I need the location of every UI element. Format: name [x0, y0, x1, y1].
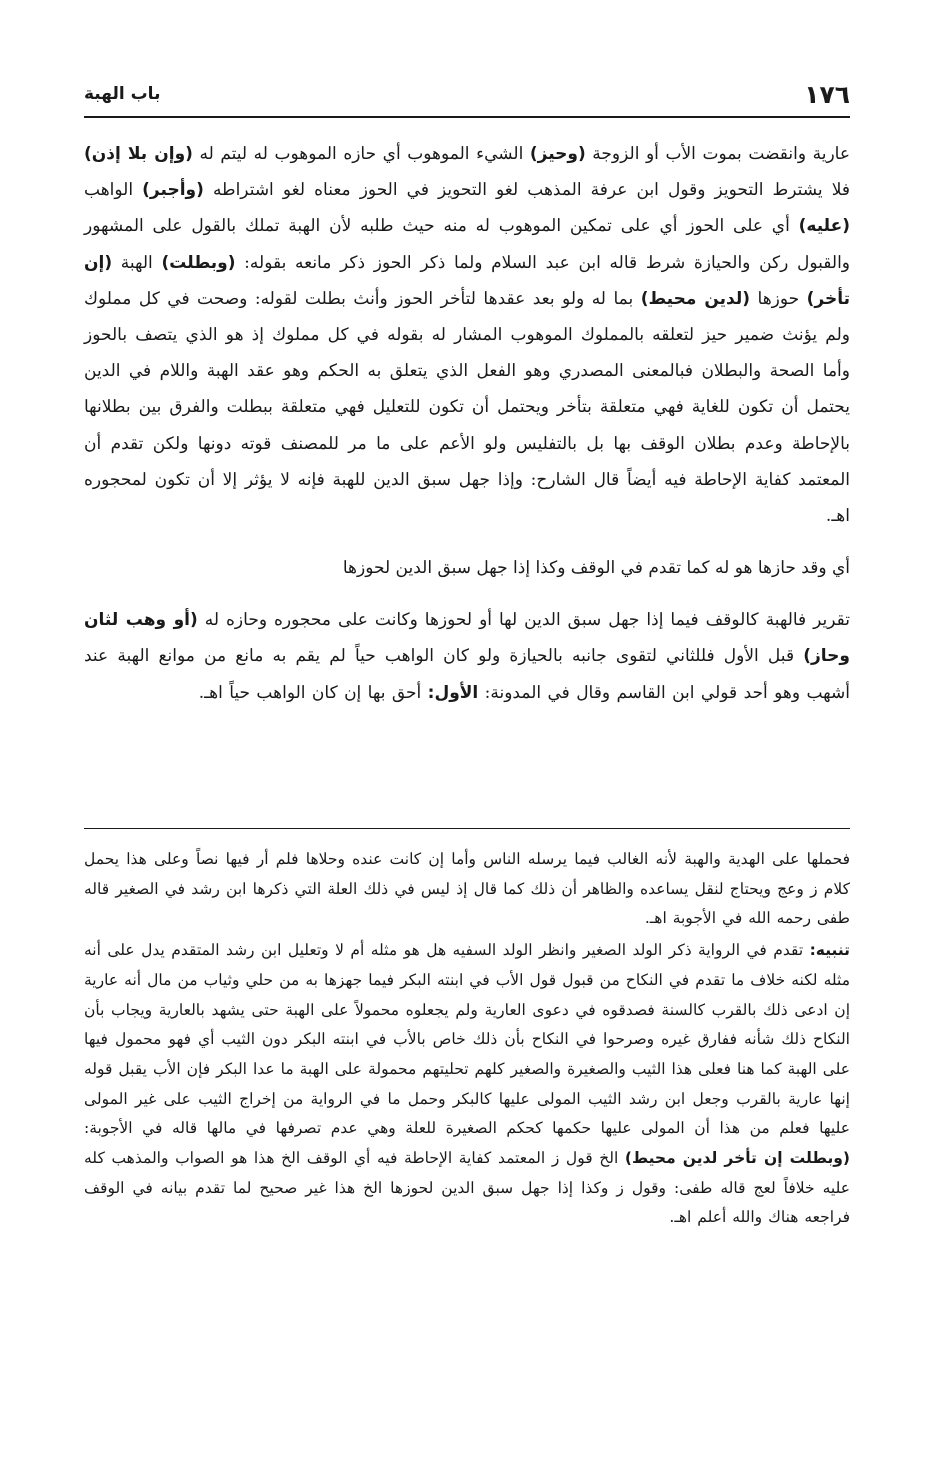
paragraph-2	[84, 602, 850, 711]
bold-quote: (لدين محيط)	[640, 288, 751, 309]
text-run: الشيء الموهوب أي حازه الموهوب له ليتم له	[192, 144, 530, 164]
bold-quote: (عليه)	[798, 216, 850, 237]
footnote-divider	[84, 828, 850, 829]
paragraph-1	[84, 136, 850, 534]
text-run: فلا يشترط التحويز وقول ابن عرفة المذهب لغو التحويز في الحوز معناه لغو اشتراطه	[203, 180, 850, 201]
chapter-title: باب الهبة	[84, 84, 161, 104]
text-run: أحق بها إن كان الواهب حياً اهـ.	[198, 682, 428, 703]
text-run: قبل الأول فللثاني لتقوى جانبه بالحيازة ولو كان الواهب حياً لم يقم به مانع من موانع الهبة عند أشهب وهو أحد قولي ابن القاسم وقال في المدونة:	[84, 646, 850, 703]
bold-quote: (وأجبر)	[142, 180, 204, 201]
bold-quote: (إن تأخر)	[84, 252, 851, 309]
text-run: بما له ولو بعد عقدها لتأخر الحوز وأنث بطلت لقوله: وصحت في كل مملوك ولم يؤنث ضمير حيز لتعلقه بالمملوك الموهوب المشار له بقوله في كل مملوك إذ هو الذي يتصف بالحوز وأما الصحة والبطلان فبالمعنى المصدري وهو الفعل الذي يتعلق به الحكم وهو عقد الهبة واللام في الدين يحتمل أن تكون للغاية فهي متعلقة بتأخر ويحتمل أن تكون للتعليل فهي متعلقة ببطلت والفرق بين بطلانها بالإحاطة وعدم بطلان الوقف بها بل بالتفليس ولو الأعم على ما مر للمصنف قوته دونها ولكن تقدم أن المعتمد كفاية الإحاطة فيه أيضاً قال الشارح: وإذا جهل سبق الدين للهبة فإنه لا يؤثر إلا أن تكون لمحجوره اهـ.	[84, 288, 850, 527]
footnote-2	[84, 936, 850, 1233]
bold-quote: (أو وهب لثان وحاز)	[84, 610, 850, 667]
text-run: تقرير فالهبة كالوقف فيما إذا جهل سبق الدين لها أو لحوزها وكانت على محجوره وحازه له	[197, 610, 850, 631]
main-text	[84, 136, 850, 711]
page-number: ١٧٦	[804, 80, 850, 109]
text-run: الهبة	[112, 252, 162, 273]
bold-quote: (وحيز)	[529, 144, 586, 164]
text-run: عارية وانقضت بموت الأب أو الزوجة	[585, 144, 850, 164]
bold-quote: (وبطلت)	[161, 252, 236, 273]
commentary-line: أي وقد حازها هو له كما تقدم في الوقف وكذا إذا جهل سبق الدين لحوزها	[342, 558, 850, 579]
bold-quote: (وإن بلا إذن)	[84, 144, 193, 164]
text-run: الواهب	[84, 180, 143, 201]
footnotes	[84, 845, 850, 1233]
bold-quote: الأول:	[427, 682, 479, 703]
text-run: حوزها	[750, 288, 807, 309]
page-header	[84, 78, 850, 118]
text-run: فحملها على الهدية والهبة لأنه الغالب فيما يرسله الناس وأما إن كانت عنده وحلاها فلم أر فيها نصاً وعلى هذا يحمل كلام ز وعج ويحتاج لنقل يساعده والظاهر أن ذلك كما قال إذ ليس في ذلك العلة التي ذكرها ابن رشد في الصغير قاله طفى رحمه الله في الأجوبة اهـ.	[84, 850, 850, 928]
text-run: أي على الحوز أي على تمكين الموهوب له منه حيث طلبه لأن الهبة تملك بالقول على المشهور والقبول ركن والحيازة شرط قاله ابن عبد السلام ولما ذكر الحوز ذكر مانعه بقوله:	[84, 216, 850, 273]
text-run: الخ قول ز المعتمد كفاية الإحاطة فيه أي الوقف الخ هذا هو الصواب والمذهب كله عليه خلافاً لعج قاله طفى: وقول ز وكذا إذا جهل سبق الدين لحوزها الخ هذا غير صحيح لما تقدم بيانه في الوقف فراجعه هناك والله أعلم اهـ.	[84, 1149, 850, 1227]
text-run: تقدم في الرواية ذكر الولد الصغير وانظر الولد السفيه هل هو مثله أم لا وتعليل ابن رشد المتقدم يدل على أنه مثله لكنه خلاف ما تقدم في النكاح من قبول قول الأب في ابنته البكر فيما جهزها به من حلي وثياب من مال أنه عارية إن ادعى ذلك بالقرب كالسنة فصدقوه في دعوى العارية ولم يجعلوه محمولاً على الهبة حتى يشهد بالعارية ويجاب بأن النكاح ذلك شأنه ففارق غيره وصرحوا في النكاح بأن ذلك خاص بالأب في ابنته البكر دون الثيب أي فهو محمول فيها على الهبة كما هنا فعلى هذا الثيب والصغيرة والصغير كلهم تحليتهم محمولة على الهبة ما عدا البكر فإن الأب يقبل قوله إنها عارية بالقرب وجعل ابن رشد الثيب المولى عليها كالبكر وحمل ما في الرواية من إخراج الثيب على غير المولى عليها فعلم من هذا أن المولى عليها حكمها كحكم الصغيرة للعلة وهي عدم تصرفها في مالها قاله في الأجوبة:	[84, 941, 850, 1138]
bold-quote: (وبطلت إن تأخر لدين محيط)	[624, 1149, 850, 1168]
footnote-1	[84, 845, 850, 934]
bold-quote: تنبيه:	[809, 941, 850, 960]
